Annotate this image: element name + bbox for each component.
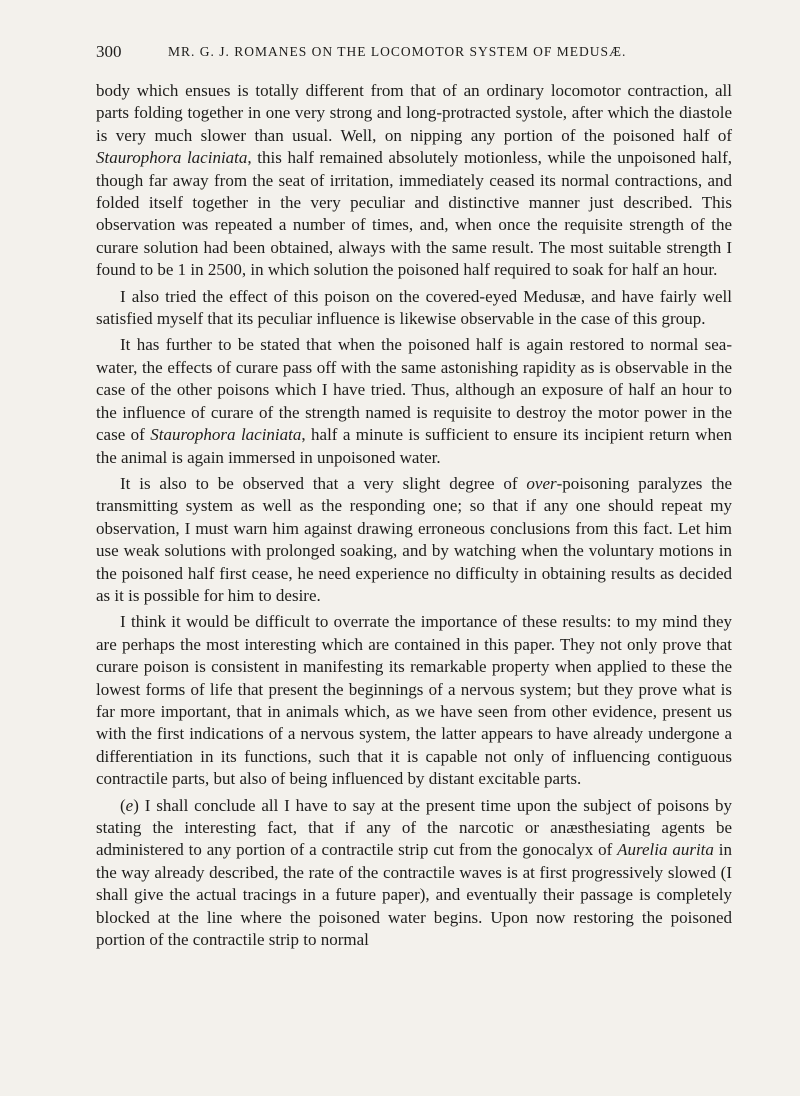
species-name: Staurophora laciniata xyxy=(150,425,302,445)
section-letter: e xyxy=(125,795,134,815)
page-header xyxy=(96,42,736,66)
paragraph-5: I think it would be difficult to overrate the importance of these results: to my mind they are perhaps the most interesting which are contained in this paper. They not only prove that curare poison is consistent in manifesting its remarkable property when applied to these the lowest forms of life that present the beginnings of a nervous system; but they prove what is far more important, that in animals which, as we have seen from other evidence, present us with the first indications of a nervous system, the latter appears to have already undergone a differentiation in its functions, such that it is capable not only of influencing contiguous contractile parts, but also of being influenced by distant excitable parts. xyxy=(96,612,732,789)
running-title: MR. G. J. ROMANES ON THE LOCOMOTOR SYSTEM OF MEDUSÆ. xyxy=(168,44,627,59)
species-name: Staurophora laciniata xyxy=(96,148,248,168)
paragraph-3: It has further to be stated that when the poisoned half is again restored to normal sea-water, the effects of curare pass off with the same astonishing rapidity as is observable in the case of the other poisons which I have tried. Thus, although an exposure of half an hour to the influence of curare of the strength named is requisite to destroy the motor power in the case of Staurophora laciniata, half a minute is sufficient to ensure its incipient return when the animal is again immersed in unpoisoned water. xyxy=(96,335,732,467)
paragraph-6: (e) I shall conclude all I have to say at the present time upon the subject of poisons by stating the interesting fact, that if any of the narcotic or anæsthesiating agents be administered to any portion of a contractile strip cut from the gonocalyx of Aurelia aurita in the way already described, the rate of the contractile waves is at first progressively slowed (I shall give the actual tracings in a future paper), and eventually their passage is completely blocked at the line where the poisoned water begins. Upon now restoring the poisoned portion of the contractile strip to normal xyxy=(96,795,732,950)
paragraph-1: body which ensues is totally different from that of an ordinary locomotor contraction, all parts folding together in one very strong and long-protracted systole, after which the diastole is very much slower than usual. Well, on nipping any portion of the poisoned half of Staurophora laciniata, this half remained absolutely motionless, while the unpoisoned half, though far away from the seat of irritation, immediately ceased its normal contractions, and folded itself together in the very peculiar and distinctive manner just described. This observation was repeated a number of times, and, when once the requisite strength of the curare solution had been obtained, always with the same result. The most suitable strength I found to be 1 in 2500, in which solution the poisoned half required to soak for half an hour. xyxy=(96,81,732,280)
body-text xyxy=(96,80,732,955)
paragraph-2: I also tried the effect of this poison on the covered-eyed Medusæ, and have fairly well satisfied myself that its peculiar influence is likewise observable in the case of this group. xyxy=(96,286,732,329)
page-number: 300 xyxy=(96,42,122,61)
emphasis: over xyxy=(526,473,557,493)
paragraph-4: It is also to be observed that a very slight degree of over-poisoning paralyzes the transmitting system as well as the responding one; so that if any one should repeat my observation, I must warn him against drawing erroneous conclusions from this fact. Let him use weak solutions with prolonged soaking, and by watching when the voluntary motions in the poisoned half first cease, he need experience no difficulty in obtaining results as decided as it is possible for him to desire. xyxy=(96,473,732,605)
species-name: Aurelia aurita xyxy=(617,840,714,860)
